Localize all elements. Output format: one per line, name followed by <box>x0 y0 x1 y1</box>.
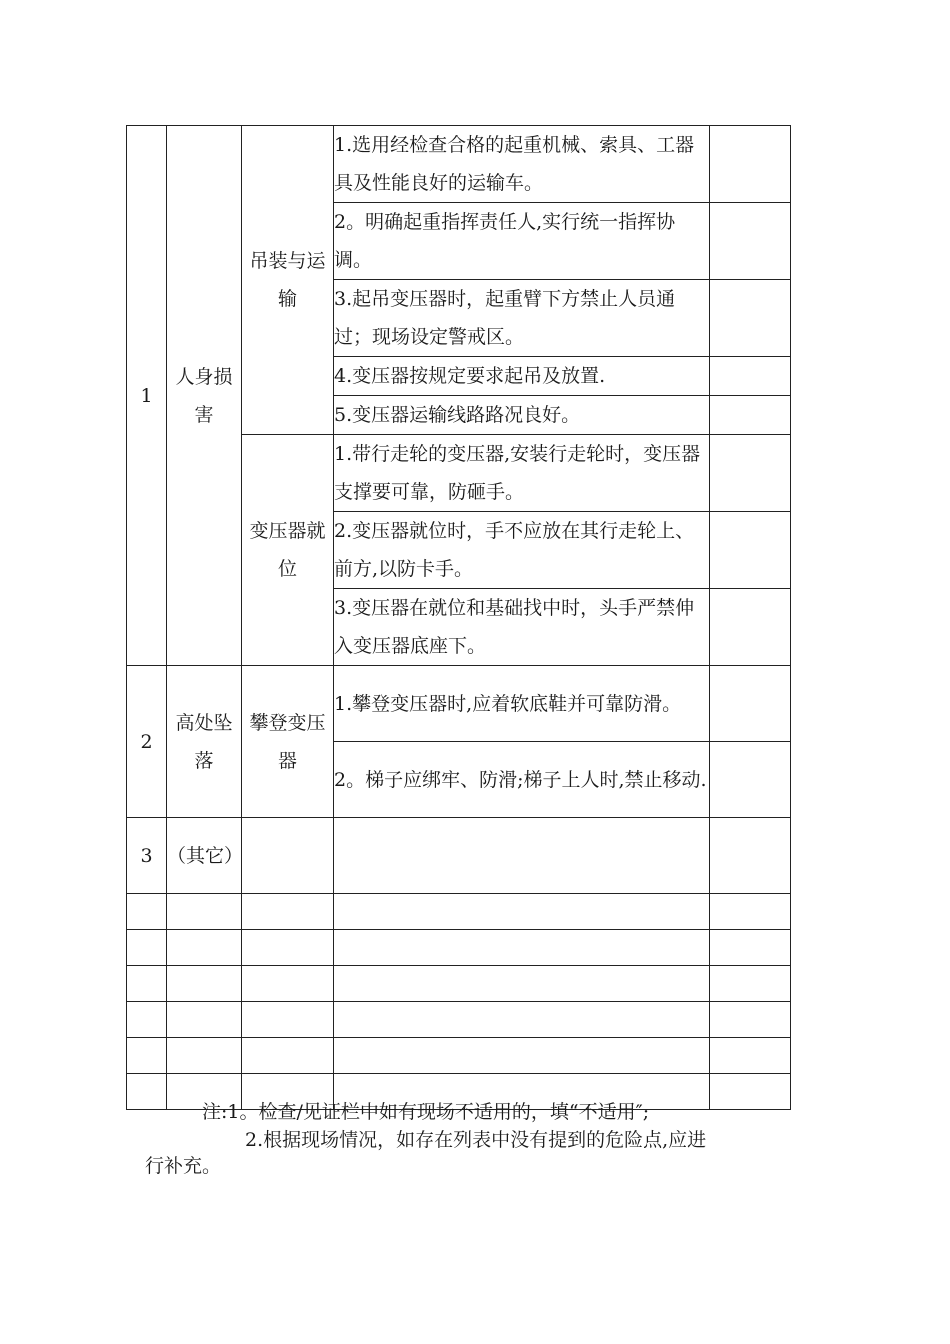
empty-cell <box>167 966 242 1002</box>
check-cell[interactable] <box>710 357 791 396</box>
check-cell[interactable] <box>710 818 791 894</box>
check-cell[interactable] <box>710 589 791 666</box>
table-row <box>127 818 791 894</box>
table-row <box>127 126 791 203</box>
check-cell[interactable] <box>710 1074 791 1110</box>
check-cell[interactable] <box>710 742 791 818</box>
work-item: 变压器就位 <box>242 435 334 666</box>
check-cell[interactable] <box>710 894 791 930</box>
footnote-line-3: 行补充。 <box>145 1155 222 1177</box>
empty-cell <box>127 1002 167 1038</box>
check-cell[interactable] <box>710 1038 791 1074</box>
table-row-empty <box>127 894 791 930</box>
empty-cell <box>242 930 334 966</box>
table-row-empty <box>127 1038 791 1074</box>
control-measure <box>334 818 710 894</box>
control-measure: 4.变压器按规定要求起吊及放置. <box>334 357 710 396</box>
empty-cell <box>242 894 334 930</box>
table-row <box>127 666 791 742</box>
empty-cell <box>334 894 710 930</box>
table-row-empty <box>127 930 791 966</box>
control-measure: 1.带行走轮的变压器,安装行走轮时，变压器支撑要可靠，防砸手。 <box>334 435 710 512</box>
empty-cell <box>127 1074 167 1110</box>
check-cell[interactable] <box>710 396 791 435</box>
empty-cell <box>334 930 710 966</box>
control-measure: 2。明确起重指挥责任人,实行统一指挥协调。 <box>334 203 710 280</box>
table-row-empty <box>127 1002 791 1038</box>
check-cell[interactable] <box>710 1002 791 1038</box>
empty-cell <box>127 1038 167 1074</box>
hazard-control-table <box>126 125 791 1110</box>
empty-cell <box>334 1002 710 1038</box>
empty-cell <box>334 966 710 1002</box>
work-item <box>242 818 334 894</box>
empty-cell <box>242 1002 334 1038</box>
control-measure: 5.变压器运输线路路况良好。 <box>334 396 710 435</box>
empty-cell <box>167 1038 242 1074</box>
control-measure: 1.选用经检查合格的起重机械、索具、工器具及性能良好的运输车。 <box>334 126 710 203</box>
hazard-category: 高处坠落 <box>167 666 242 818</box>
check-cell[interactable] <box>710 930 791 966</box>
empty-cell <box>334 1038 710 1074</box>
table-row-empty <box>127 966 791 1002</box>
empty-cell <box>242 1038 334 1074</box>
empty-cell <box>127 966 167 1002</box>
empty-cell <box>127 894 167 930</box>
hazard-category: （其它） <box>167 818 242 894</box>
empty-cell <box>167 1002 242 1038</box>
empty-cell <box>242 966 334 1002</box>
control-measure: 2。梯子应绑牢、防滑;梯子上人时,禁止移动. <box>334 742 710 818</box>
footnote-line-2: 2.根据现场情况，如存在列表中没有提到的危险点,应进 <box>245 1129 707 1151</box>
empty-cell <box>167 894 242 930</box>
check-cell[interactable] <box>710 203 791 280</box>
check-cell[interactable] <box>710 966 791 1002</box>
row-number: 1 <box>127 126 167 666</box>
check-cell[interactable] <box>710 512 791 589</box>
empty-cell <box>167 930 242 966</box>
hazard-category: 人身损害 <box>167 126 242 666</box>
empty-cell <box>127 930 167 966</box>
work-item: 攀登变压器 <box>242 666 334 818</box>
row-number: 3 <box>127 818 167 894</box>
check-cell[interactable] <box>710 435 791 512</box>
footnote-line-1: 注:1。检查/见证栏中如有现场不适用的，填“不适用″; <box>202 1101 650 1123</box>
control-measure: 3.变压器在就位和基础找中时，头手严禁伸入变压器底座下。 <box>334 589 710 666</box>
control-measure: 1.攀登变压器时,应着软底鞋并可靠防滑。 <box>334 666 710 742</box>
control-measure: 3.起吊变压器时，起重臂下方禁止人员通过；现场设定警戒区。 <box>334 280 710 357</box>
check-cell[interactable] <box>710 126 791 203</box>
check-cell[interactable] <box>710 666 791 742</box>
work-item: 吊装与运输 <box>242 126 334 435</box>
control-measure: 2.变压器就位时，手不应放在其行走轮上、前方,以防卡手。 <box>334 512 710 589</box>
row-number: 2 <box>127 666 167 818</box>
check-cell[interactable] <box>710 280 791 357</box>
